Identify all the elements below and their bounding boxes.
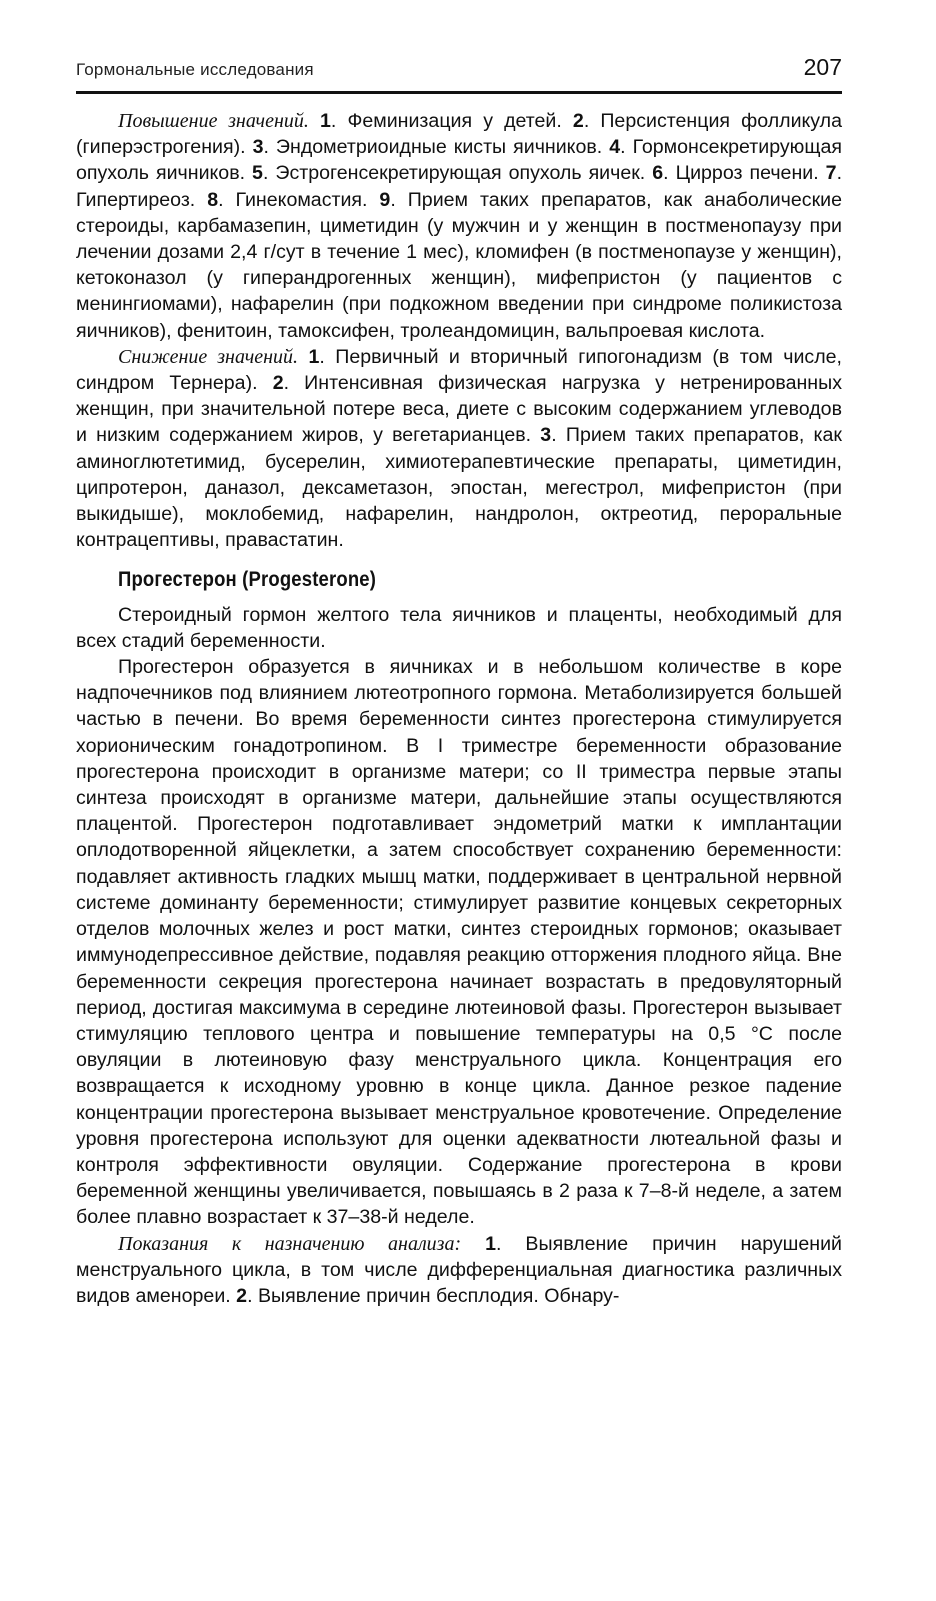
paragraph-indications (76, 1231, 842, 1310)
paragraph-definition: Стероидный гормон желтого тела яичников и плаценты, необходимый для всех стадий беременности. (76, 603, 842, 652)
list-number: 2 (272, 372, 284, 395)
list-text: . Персистенция фолликула (гиперэстрогения). (76, 110, 843, 159)
list-number: 7 (825, 162, 837, 185)
list-number: 3 (252, 136, 264, 159)
list-number: 6 (652, 162, 664, 185)
list-number: 2 (572, 110, 584, 132)
list-text: . Гормонсекретирующая опухоль яичников. (76, 136, 842, 185)
paragraph-lead: Повышение значений. (118, 110, 309, 132)
list-text: . Интенсивная физическая нагрузка у нетренированных женщин, при значительной потере веса, диете с высоким содержанием углеводов и низким содержанием жиров, у вегетарианцев. (76, 372, 842, 447)
list-text: . Феминизация у детей. (330, 110, 573, 132)
list-text: . Эстрогенсекретирующая опухоль яичек. (262, 162, 653, 185)
list-number: 4 (609, 136, 621, 159)
list-text: . Прием таких препаратов, как анаболические стероиды, карбамазепин, циметидин (у мужчин и у женщин в постменопаузу при лечении дозами 2,4 г/сут в течение 1 мес), кломифен (в постменопаузе у женщин), кетоконазол (у гиперандрогенных женщин), мифепристон (у пациентов с менингиомами), нафарелин (при подкожном введении при синдроме поликистоза яичников), фенитоин, тамоксифен, тролеандомицин, вальпроевая кислота. (76, 188, 842, 342)
paragraph-decrease (76, 344, 842, 554)
list-text: . Выявление причин нарушений менструального цикла, в том числе дифференциальная диагностика различных видов аменореи. (76, 1232, 843, 1307)
list-number: 3 (540, 424, 552, 447)
list-number: 1 (308, 345, 320, 368)
section-heading: Прогестерон (Progesterone) (118, 568, 377, 592)
list-text: . Гинекомастия. (218, 188, 380, 211)
list-number: 8 (207, 188, 219, 211)
list-text: . Цирроз печени. (663, 162, 826, 185)
page-number: 207 (803, 54, 842, 80)
list-text: . Выявление причин бесплодия. Обнару- (247, 1284, 620, 1307)
paragraph-description: Прогестерон образуется в яичниках и в небольшом количестве в коре надпочечников под влиянием лютеотропного гормона. Метаболизируется большей частью в печени. Во время беременности синтез прогестерона стимулируется хорионическим гонадотропином. В I триместре беременности образование прогестерона происходит в организме матери; со II триместра первые этапы синтеза происходят в организме матери, дальнейшие этапы осуществляются плацентой. Прогестерон подготавливает эндометрий матки к имплантации оплодотворенной яйцеклетки, а затем способствует сохранению беременности: подавляет активность гладких мышц матки, поддерживает в центральной нервной системе доминанту беременности; стимулирует развитие концевых секреторных отделов молочных желез и рост матки, синтез стероидных гормонов; оказывает иммунодепрессивное действие, подавляя реакцию отторжения плодного яйца. Вне беременности секреция прогестерона начинает возрастать в предовуляторный период, достигая максимума в середине лютеиновой фазы. Прогестерон вызывает стимуляцию теплового центра и повышение температуры на 0,5 °С после овуляции в лютеиновую фазу менструального цикла. Концентрация его возвращается к исходному уровню в конце цикла. Данное резкое падение концентрации прогестерона вызывает менструальное кровотечение. Определение уровня прогестерона используют для оценки адекватности лютеальной фазы и контроля эффективности овуляции. Содержание прогестерона в крови беременной женщины увеличивается, повышаясь в 2 раза к 7–8-й неделе, а затем более плавно возрастает к 37–38-й неделе. (76, 656, 842, 1229)
list-number: 1 (485, 1232, 497, 1255)
list-number: 5 (252, 162, 263, 185)
list-number: 1 (320, 110, 331, 132)
list-text: . Гипертиреоз. (76, 162, 843, 211)
running-header-title: Гормональные исследования (76, 60, 314, 79)
list-text: . Первичный и вторичный гипогонадизм (в том числе, синдром Тернера). (76, 345, 842, 395)
paragraph-lead: Снижение значений. (118, 345, 299, 368)
header-rule (76, 91, 842, 94)
list-number: 9 (379, 188, 391, 211)
list-text: . Эндометриоидные кисты яичников. (263, 136, 610, 159)
paragraph-increase (76, 108, 842, 344)
list-number: 2 (236, 1284, 248, 1307)
page-body (76, 108, 842, 1309)
paragraph-lead: Показания к назначению анализа: (118, 1232, 462, 1255)
list-text: . Прием таких препаратов, как аминоглютетимид, бусерелин, химиотерапевтические препараты, циметидин, ципротерон, даназол, дексаметазон, эпостан, мегестрол, мифепристон (при выкидыше), моклобемид, нафарелин, нандролон, октреотид, пероральные контрацептивы, правастатин. (76, 424, 842, 552)
running-header (76, 52, 842, 88)
